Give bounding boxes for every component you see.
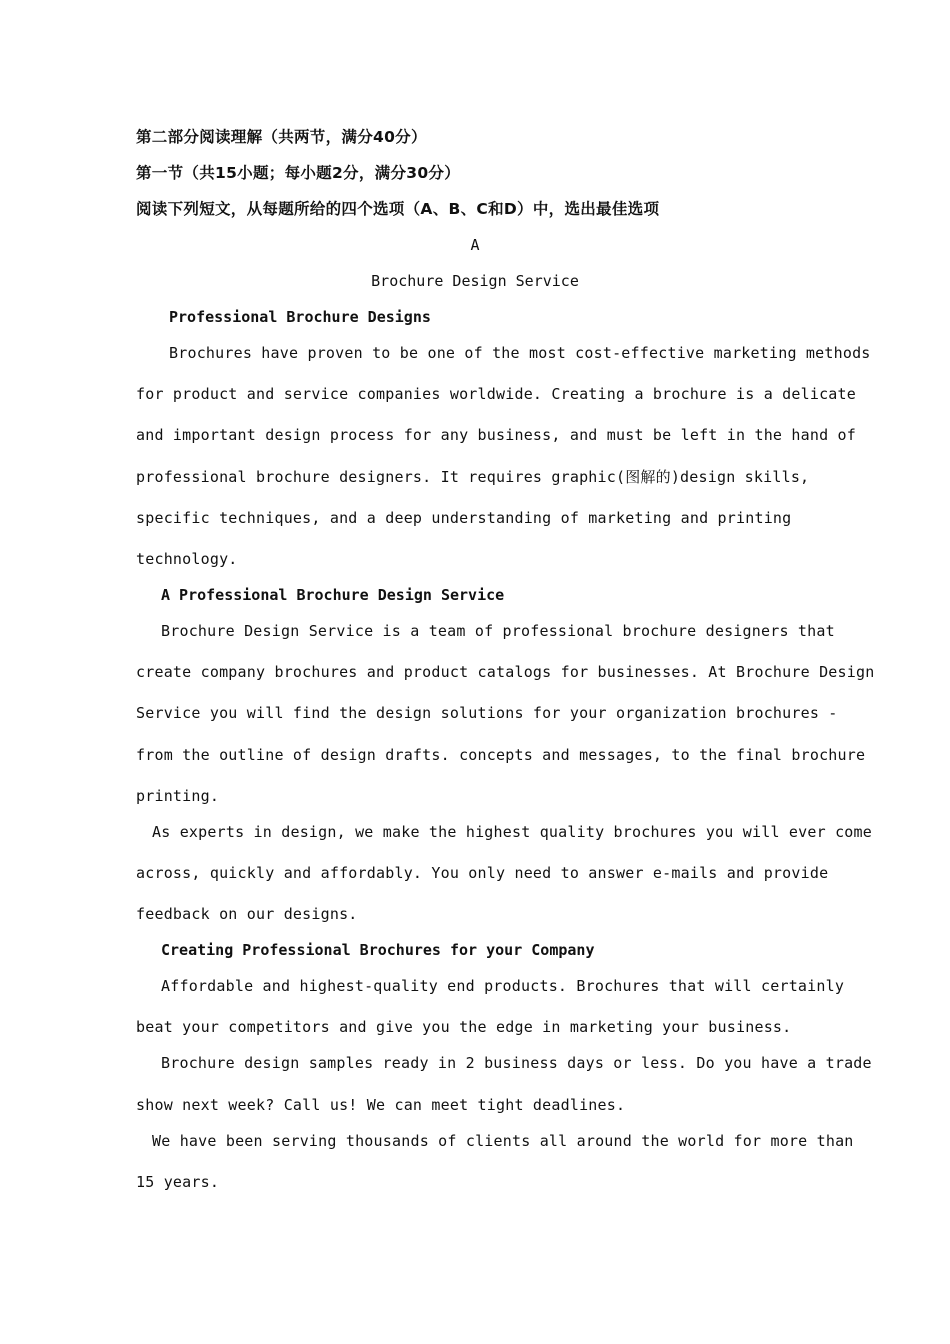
section-heading: A Professional Brochure Design Service [161,586,505,604]
paragraph-line: feedback on our designs. [136,905,358,923]
paragraph-line: Brochure design samples ready in 2 business days or less. Do you have a trade [161,1054,872,1072]
section-heading: Professional Brochure Designs [169,308,431,326]
passage-title: Brochure Design Service [371,272,579,290]
paragraph-line: Brochures have proven to be one of the most cost-effective marketing methods [169,344,871,362]
paragraph-line: specific techniques, and a deep understanding of marketing and printing [136,509,792,527]
paragraph-line: professional brochure designers. It requires graphic(图解的)design skills, [136,468,810,486]
paragraph-line: 15 years. [136,1173,220,1191]
paragraph-line: As experts in design, we make the highest quality brochures you will ever come [152,823,872,841]
paragraph-line: Affordable and highest-quality end products. Brochures that will certainly [161,977,845,995]
paragraph-line: We have been serving thousands of clients all around the world for more than [152,1132,854,1150]
paragraph-line: printing. [136,787,220,805]
passage-letter: A [470,236,480,254]
part-title: 第二部分阅读理解（共两节，满分40分） [136,128,427,146]
paragraph-line: for product and service companies worldwide. Creating a brochure is a delicate [136,385,856,403]
paragraph-line: from the outline of design drafts. concepts and messages, to the final brochure [136,746,866,764]
paragraph-line: beat your competitors and give you the edge in marketing your business. [136,1018,792,1036]
paragraph-line: technology. [136,550,238,568]
paragraph-line: across, quickly and affordably. You only need to answer e-mails and provide [136,864,829,882]
instructions: 阅读下列短文，从每题所给的四个选项（A、B、C和D）中，选出最佳选项 [136,200,660,218]
section-title: 第一节（共15小题；每小题2分，满分30分） [136,164,461,182]
paragraph-line: create company brochures and product catalogs for businesses. At Brochure Design [136,663,875,681]
paragraph-line: Brochure Design Service is a team of professional brochure designers that [161,622,835,640]
paragraph-line: show next week? Call us! We can meet tight deadlines. [136,1096,626,1114]
section-heading: Creating Professional Brochures for your Company [161,941,595,959]
paragraph-line: Service you will find the design solutions for your organization brochures - [136,704,838,722]
paragraph-line: and important design process for any business, and must be left in the hand of [136,426,856,444]
